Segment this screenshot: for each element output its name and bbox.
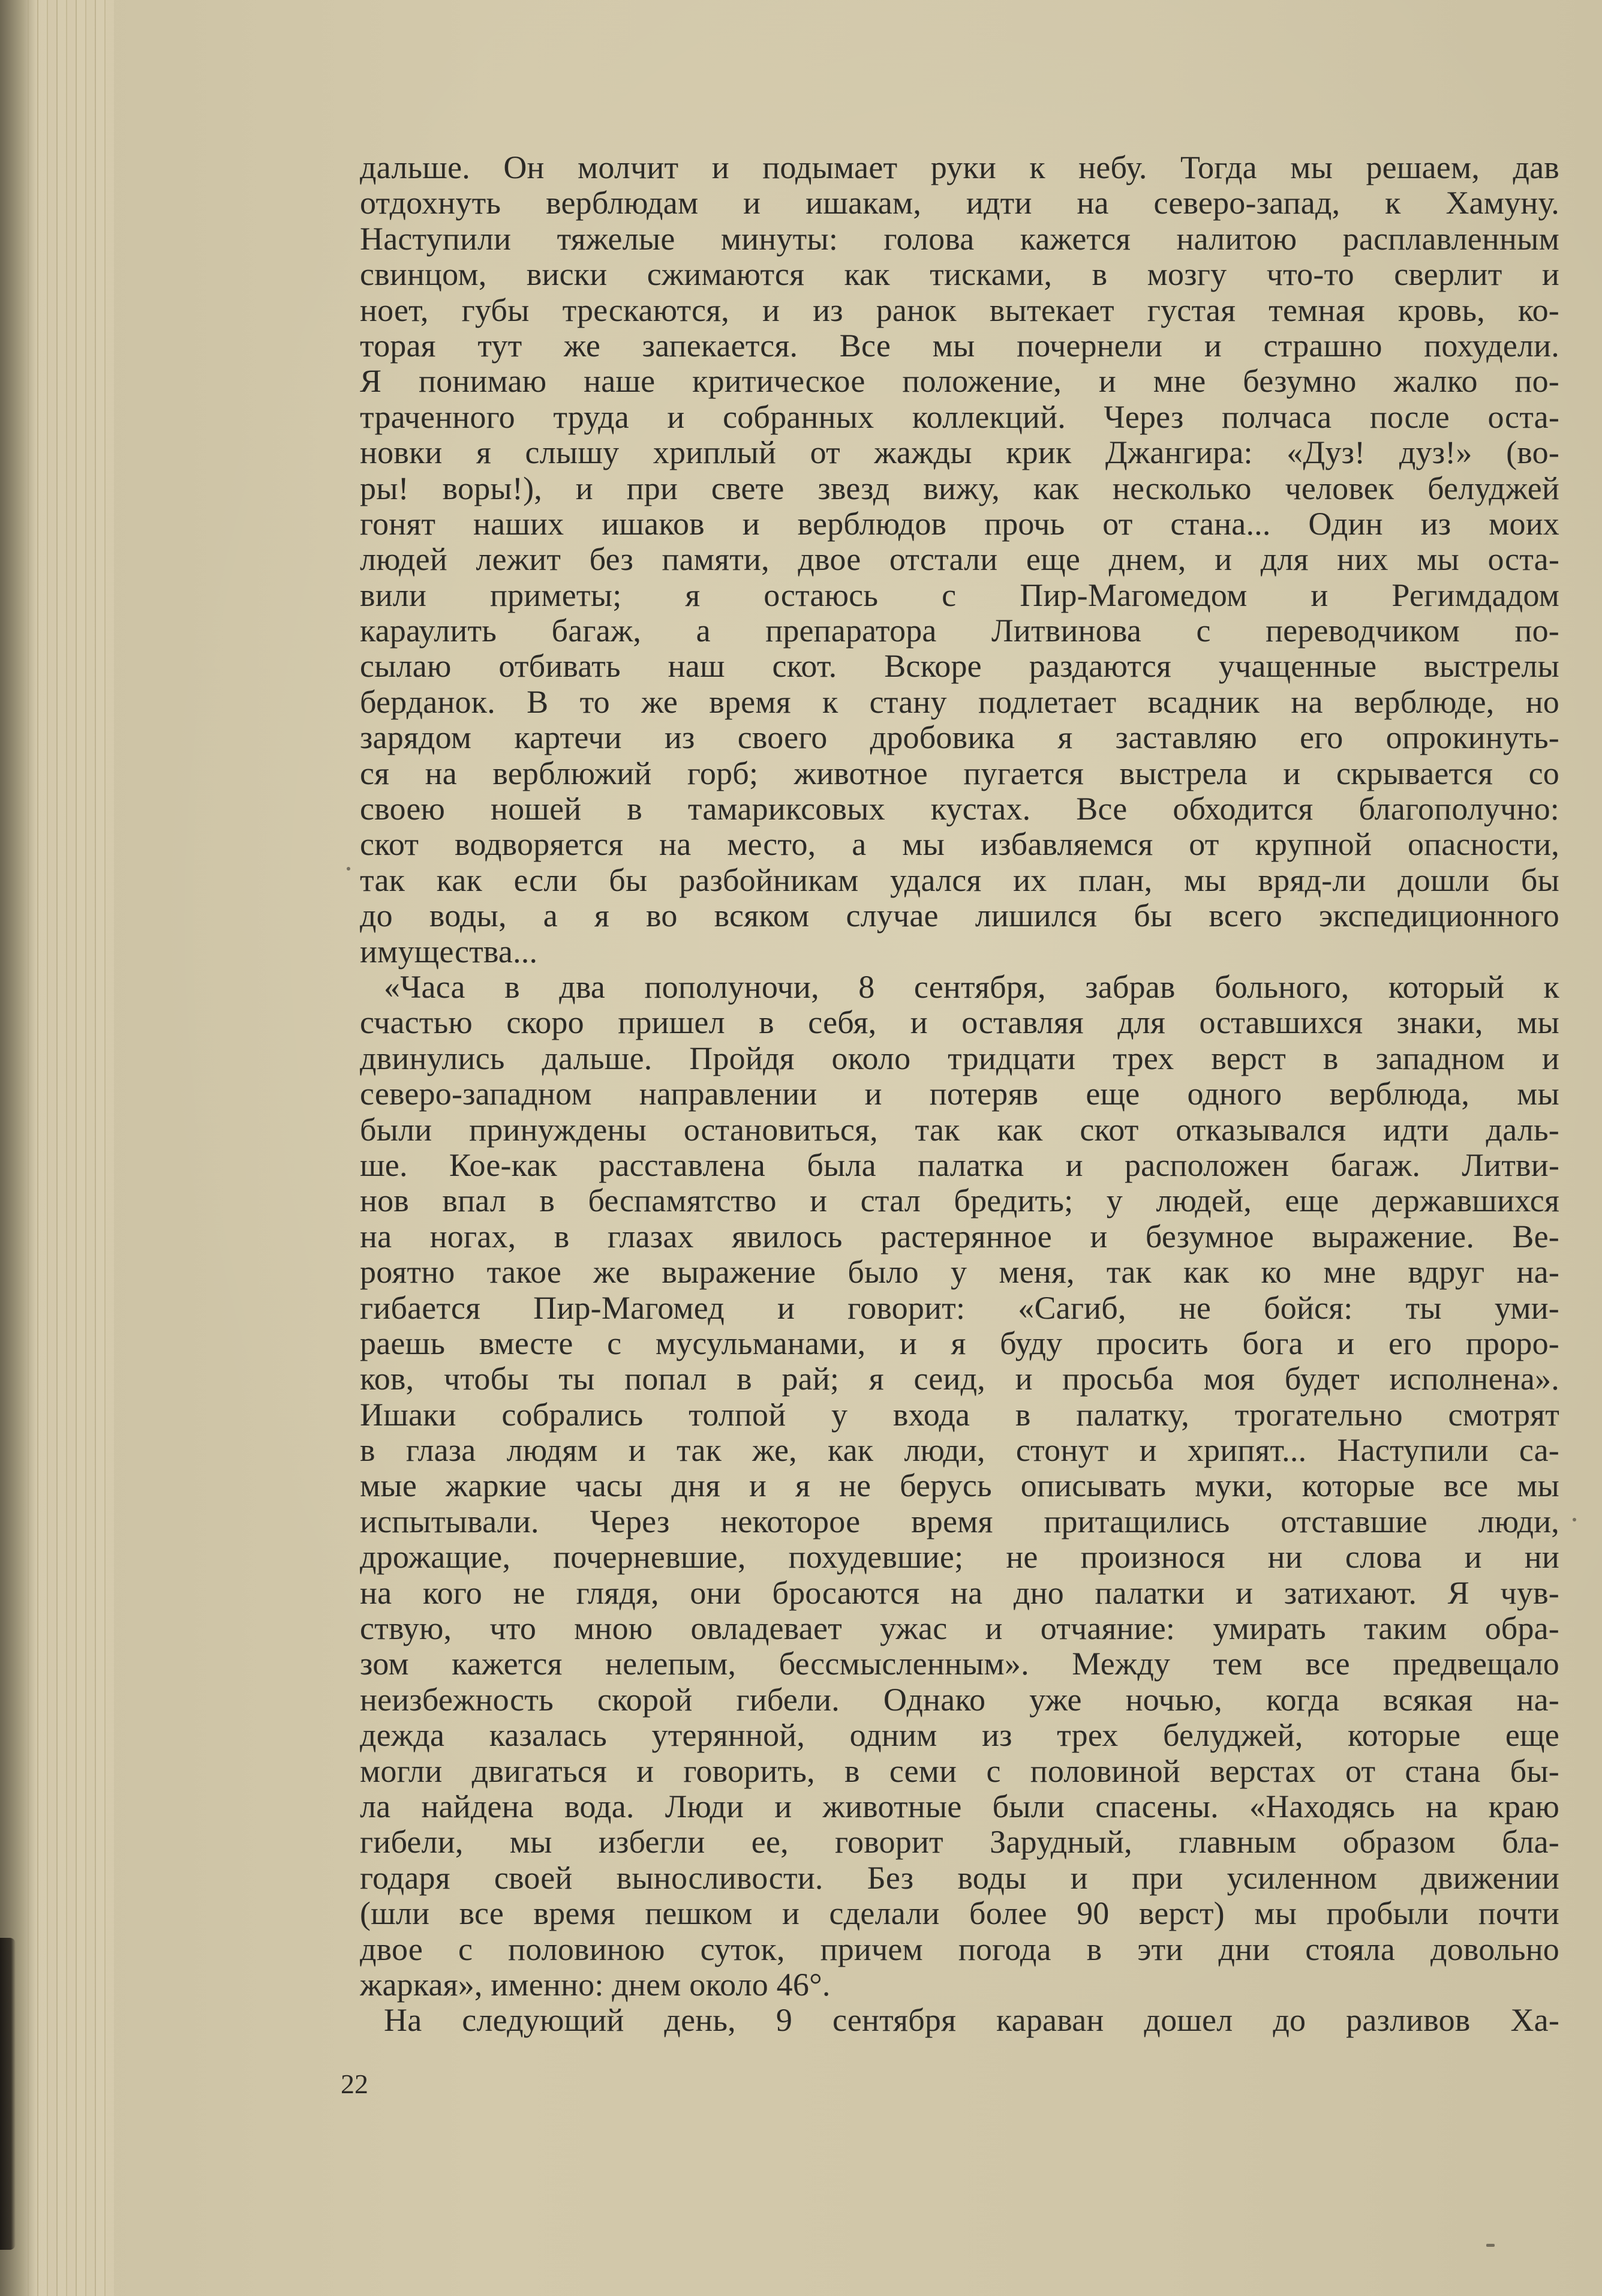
text-line: испытывали. Через некоторое время притащились отставшие люди,: [360, 1503, 1559, 1539]
text-line: могли двигаться и говорить, в семи с половиной верстах от стана бы-: [360, 1753, 1559, 1789]
text-line: ноет, губы трескаются, и из ранок вытекает густая темная кровь, ко-: [360, 292, 1559, 328]
text-line: сылаю отбивать наш скот. Вскоре раздаются учащенные выстрелы: [360, 649, 1559, 685]
text-line: на ногах, в глазах явилось растерянное и безумное выражение. Ве-: [360, 1218, 1559, 1254]
text-line: своею ношей в тамариксовых кустах. Все обходится благополучно:: [360, 791, 1559, 827]
text-line: свинцом, виски сжимаются как тисками, в мозгу что-то сверлит и: [360, 257, 1559, 293]
margin-speck: [1486, 2244, 1495, 2247]
text-line: неизбежность скорой гибели. Однако уже ночью, когда всякая на-: [360, 1682, 1559, 1718]
text-line: ков, чтобы ты попал в рай; я сеид, и просьба моя будет исполнена».: [360, 1361, 1559, 1397]
body-text: [360, 150, 1559, 2039]
text-line: караулить багаж, а препаратора Литвинова с переводчиком по-: [360, 613, 1559, 649]
page-number: 22: [341, 2069, 368, 2099]
text-line: гибели, мы избегли ее, говорит Зарудный, главным образом бла-: [360, 1824, 1559, 1860]
text-line: счастью скоро пришел в себя, и оставляя для оставшихся знаки, мы: [360, 1005, 1559, 1041]
text-line: отдохнуть верблюдам и ишакам, идти на северо-запад, к Хамуну.: [360, 185, 1559, 221]
text-line: скот водворяется на место, а мы избавляемся от крупной опасности,: [360, 827, 1559, 863]
text-line: роятно такое же выражение было у меня, так как ко мне вдруг на-: [360, 1254, 1559, 1290]
text-line: северо-западном направлении и потеряв еще одного верблюда, мы: [360, 1076, 1559, 1112]
text-line: зарядом картечи из своего дробовика я заставляю его опрокинуть-: [360, 720, 1559, 756]
text-line: на кого не глядя, они бросаются на дно палатки и затихают. Я чув-: [360, 1575, 1559, 1611]
text-line: дежда казалась утерянной, одним из трех белуджей, которые еще: [360, 1718, 1559, 1754]
text-line: так как если бы разбойникам удался их план, мы вряд-ли дошли бы: [360, 862, 1559, 898]
text-line: нов впал в беспамятство и стал бредить; у людей, еще державшихся: [360, 1183, 1559, 1219]
text-line: до воды, а я во всяком случае лишился бы всего экспедиционного: [360, 898, 1559, 934]
text-line: ры! воры!), и при свете звезд вижу, как несколько человек белуджей: [360, 470, 1559, 506]
text-line: Я понимаю наше критическое положение, и мне безумно жалко по-: [360, 364, 1559, 400]
text-line: (шли все время пешком и сделали более 90 верст) мы пробыли почти: [360, 1896, 1559, 1932]
margin-speck: [347, 867, 350, 871]
text-line: были принуждены остановиться, так как скот отказывался идти даль-: [360, 1112, 1559, 1148]
text-line: «Часа в два пополуночи, 8 сентября, забрав больного, который к: [384, 969, 1559, 1005]
text-line: вили приметы; я остаюсь с Пир-Магомедом и Регимдадом: [360, 577, 1559, 613]
text-line: На следующий день, 9 сентября караван дошел до разливов Ха-: [384, 2003, 1559, 2039]
text-line: ла найдена вода. Люди и животные были спасены. «Находясь на краю: [360, 1788, 1559, 1824]
text-line: Ишаки собрались толпой у входа в палатку, трогательно смотрят: [360, 1397, 1559, 1433]
text-line: новки я слышу хриплый от жажды крик Джангира: «Дуз! дуз!» (во-: [360, 435, 1559, 471]
text-line: ше. Кое-как расставлена была палатка и расположен багаж. Литви-: [360, 1147, 1559, 1183]
dark-edge-mark: [0, 1938, 16, 2250]
text-line: зом кажется нелепым, бессмысленным». Между тем все предвещало: [360, 1646, 1559, 1682]
text-line: траченного труда и собранных коллекций. Через полчаса после оста-: [360, 399, 1559, 435]
text-line: имущества...: [360, 934, 538, 970]
text-line: дальше. Он молчит и подымает руки к небу. Тогда мы решаем, дав: [360, 150, 1559, 185]
text-line: гонят наших ишаков и верблюдов прочь от стана... Один из моих: [360, 506, 1559, 542]
text-line: мые жаркие часы дня и я не берусь описывать муки, которые все мы: [360, 1468, 1559, 1504]
text-line: берданок. В то же время к стану подлетает всадник на верблюде, но: [360, 684, 1559, 720]
text-line: двое с половиною суток, причем погода в эти дни стояла довольно: [360, 1931, 1559, 1967]
text-line: двинулись дальше. Пройдя около тридцати трех верст в западном и: [360, 1040, 1559, 1076]
text-line: дрожащие, почерневшие, похудевшие; не произнося ни слова и ни: [360, 1539, 1559, 1575]
text-line: торая тут же запекается. Все мы почернели и страшно похудели.: [360, 328, 1559, 364]
text-line: Наступили тяжелые минуты: голова кажется налитою расплавленным: [360, 221, 1559, 257]
margin-speck: [1573, 1518, 1576, 1521]
text-line: годаря своей выносливости. Без воды и при усиленном движении: [360, 1860, 1559, 1896]
text-line: раешь вместе с мусульманами, и я буду просить бога и его проро-: [360, 1325, 1559, 1361]
text-line: гибается Пир-Магомед и говорит: «Сагиб, не бойся: ты уми-: [360, 1290, 1559, 1326]
text-line: ся на верблюжий горб; животное пугается выстрела и скрывается со: [360, 755, 1559, 791]
text-line: людей лежит без памяти, двое отстали еще днем, и для них мы оста-: [360, 542, 1559, 578]
text-line: ствую, что мною овладевает ужас и отчаяние: умирать таким обра-: [360, 1611, 1559, 1647]
text-line: жаркая», именно: днем около 46°.: [360, 1967, 831, 2003]
text-line: в глаза людям и так же, как люди, стонут и хрипят... Наступили са-: [360, 1433, 1559, 1469]
